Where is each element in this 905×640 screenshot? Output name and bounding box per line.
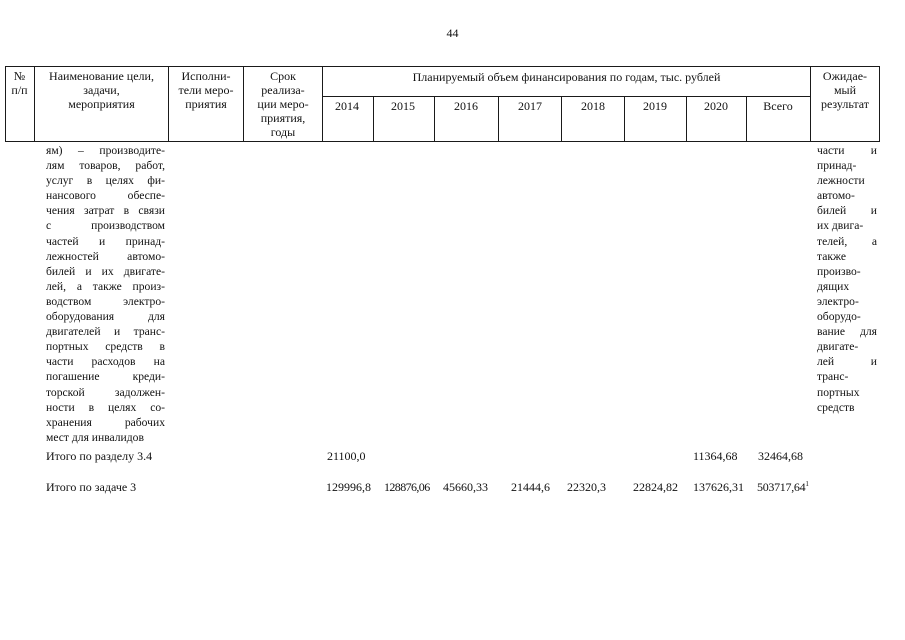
year-total: Всего — [763, 99, 793, 113]
task-total-2020: 137626,31 — [693, 480, 744, 494]
header-term: Срок реализа- ции меро- приятия, годы — [257, 69, 309, 139]
section-total-label: Итого по разделу 3.4 — [46, 449, 153, 463]
year-2020: 2020 — [704, 99, 728, 113]
year-2019: 2019 — [643, 99, 667, 113]
section-total-2020: 11364,68 — [693, 449, 738, 463]
task-total-label: Итого по задаче 3 — [46, 480, 137, 494]
section-total-sum: 32464,68 — [758, 449, 803, 463]
task-total-sum: 503717,64$^1$ — [757, 480, 809, 494]
measure-description: ям) – производите- лям товаров, работ, услуг в целях фи- нансового обеспе- чения затрат в связи с производством частей и принад- лежностей автомо- билей и их двигате- лей, а также произ- водством электро- оборудования для двигателей и транс- портных средств в части расходов на погашение креди- торской задолжен- ности в целях со- хранения рабочих мест для инвалидов — [46, 144, 165, 444]
header-funding: Планируемый объем финансирования по годам, тыс. рублей — [412, 70, 721, 84]
header-executors: Исполни- тели меро- приятия — [178, 69, 234, 111]
year-2017: 2017 — [518, 99, 542, 113]
page-number: 44 — [446, 26, 459, 40]
expected-result-text: части и принад- лежности автомо- билей и их двига- телей, а также произво- дящих электро- оборудо- вание для двигате- лей и транс- портных средств — [817, 144, 877, 414]
year-2014: 2014 — [335, 99, 359, 113]
header-result: Ожидае- мый результат — [820, 69, 870, 111]
year-2016: 2016 — [454, 99, 478, 113]
year-2015: 2015 — [391, 99, 415, 113]
header-name: Наименование цели, задачи, мероприятия — [49, 69, 154, 111]
task-total-2014: 129996,8 — [326, 480, 371, 494]
task-total-2019: 22824,82 — [633, 480, 678, 494]
year-2018: 2018 — [581, 99, 605, 113]
header-num: № п/п — [11, 69, 28, 97]
task-total-2017: 21444,6 — [511, 480, 550, 494]
task-total-2016: 45660,33 — [443, 480, 488, 494]
section-total-2014: 21100,0 — [327, 449, 366, 463]
footnote-mark: 1 — [805, 480, 809, 488]
task-total-2018: 22320,3 — [567, 480, 606, 494]
task-total-2015: 128876,06 — [384, 480, 430, 494]
